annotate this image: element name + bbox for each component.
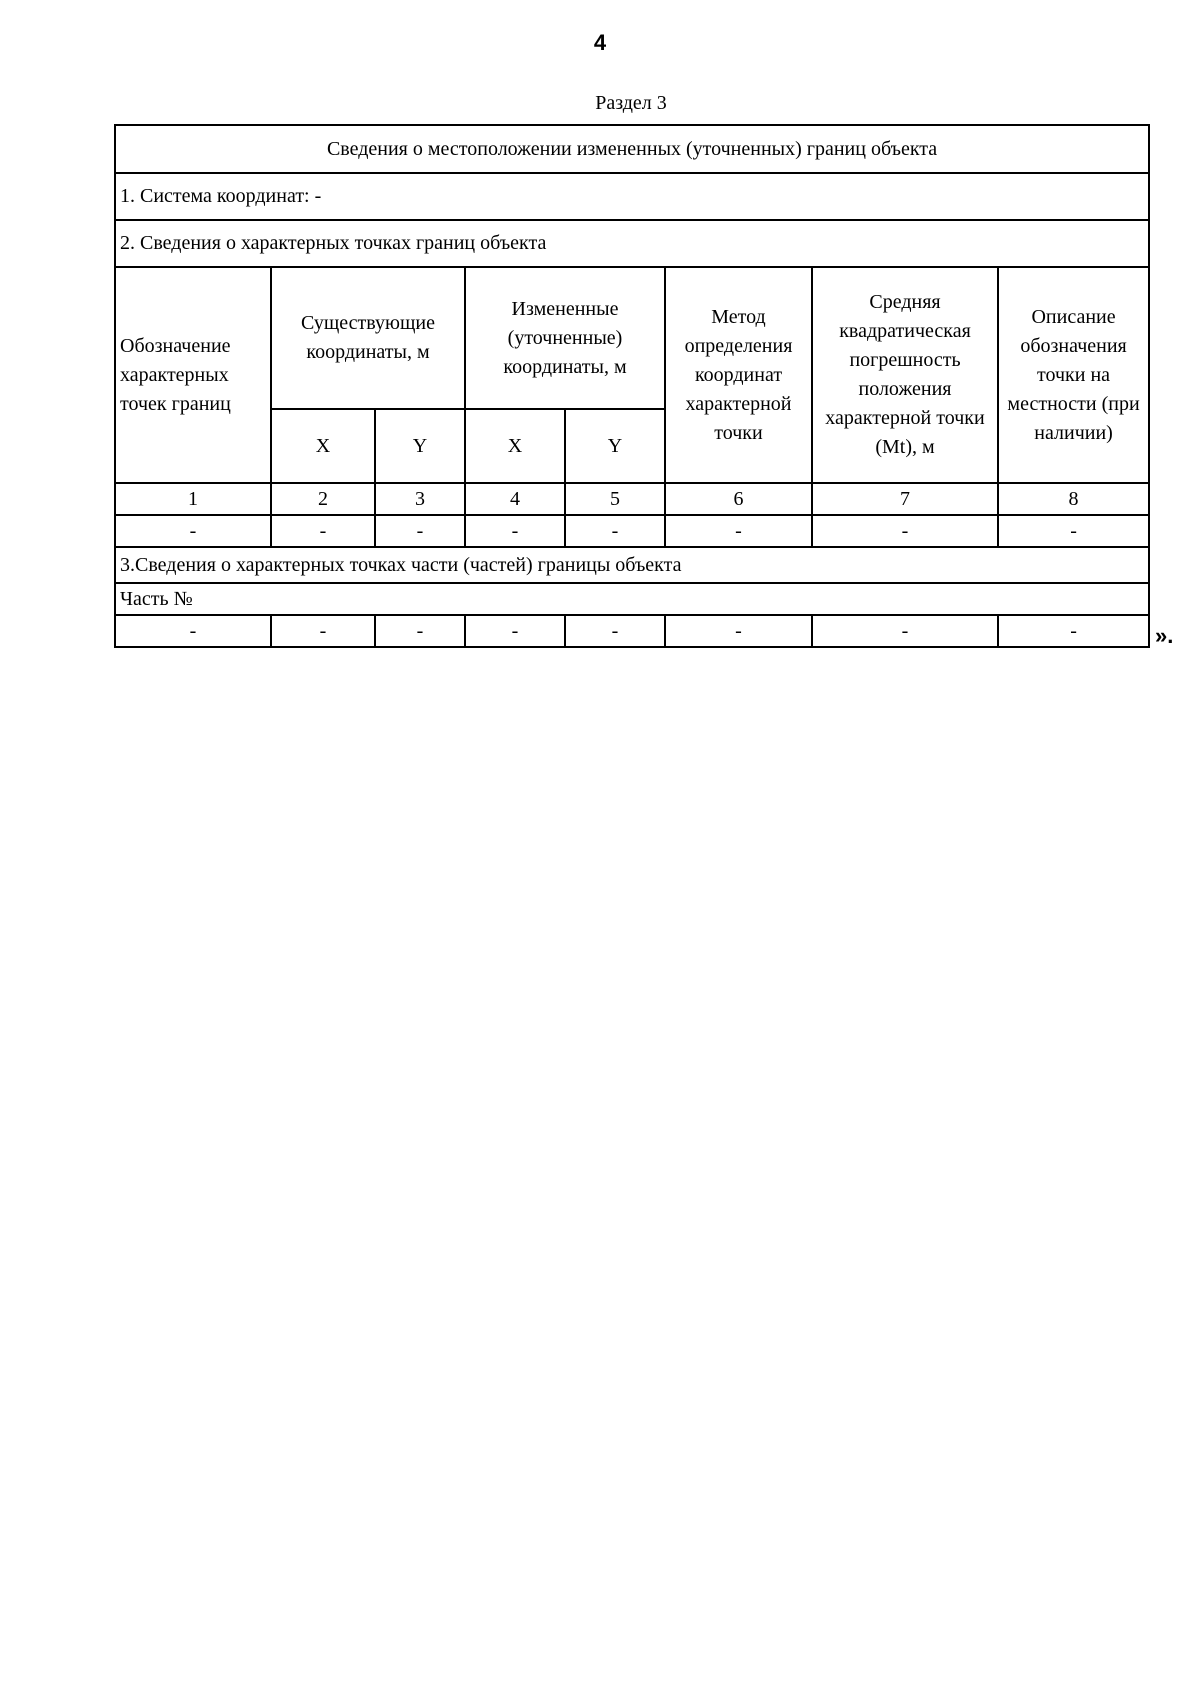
table-cell: - [271,615,375,647]
closing-quote-mark: ». [1155,623,1174,648]
parts-heading: 3.Сведения о характерных точках части (частей) границы объекта [115,547,1149,583]
table-cell: - [465,615,565,647]
table-cell: - [665,515,812,547]
column-number: 7 [812,483,998,515]
header-existing-x: X [271,409,375,483]
header-description: Описание обозначения точки на местности (при наличии) [998,267,1149,483]
header-point-designation: Обозначение характерных точек границ [115,267,271,483]
column-number: 6 [665,483,812,515]
column-number: 4 [465,483,565,515]
table-cell: - [812,515,998,547]
column-number: 5 [565,483,665,515]
table-cell: - [375,615,465,647]
table-cell: - [115,615,271,647]
table-title: Сведения о местоположении измененных (уточненных) границ объекта [115,125,1149,173]
header-existing-y: Y [375,409,465,483]
header-existing-coordinates: Существующие координаты, м [271,267,465,409]
header-changed-x: X [465,409,565,483]
page-number: 4 [593,30,607,55]
header-mean-error: Средняя квадратическая погрешность положения характерной точки (Mt), м [812,267,998,483]
points-heading-row [115,220,1149,267]
header-changed-y: Y [565,409,665,483]
header-method: Метод определения координат характерной точки [665,267,812,483]
column-number: 2 [271,483,375,515]
column-number: 3 [375,483,465,515]
column-number: 8 [998,483,1149,515]
part-label: Часть № [115,583,1149,615]
table-cell: - [271,515,375,547]
table-cell: - [665,615,812,647]
header-changed-coordinates: Измененные (уточненные) координаты, м [465,267,665,409]
points-heading: 2. Сведения о характерных точках границ объекта [115,220,1149,267]
table-cell: - [812,615,998,647]
table-row [115,615,1149,647]
column-number: 1 [115,483,271,515]
table-cell: - [998,515,1149,547]
table-title-row [115,125,1149,173]
table-cell: - [565,615,665,647]
table-cell: - [115,515,271,547]
coordinate-system: 1. Система координат: - [115,173,1149,220]
table-row [115,515,1149,547]
parts-heading-row [115,547,1149,583]
table-cell: - [998,615,1149,647]
table-cell: - [375,515,465,547]
table-cell: - [465,515,565,547]
part-label-row [115,583,1149,615]
coordinate-system-row [115,173,1149,220]
section-label: Раздел 3 [595,92,667,114]
boundary-points-table [114,124,1150,648]
header-row-1 [115,267,1149,409]
column-numbers-row [115,483,1149,515]
table-cell: - [565,515,665,547]
